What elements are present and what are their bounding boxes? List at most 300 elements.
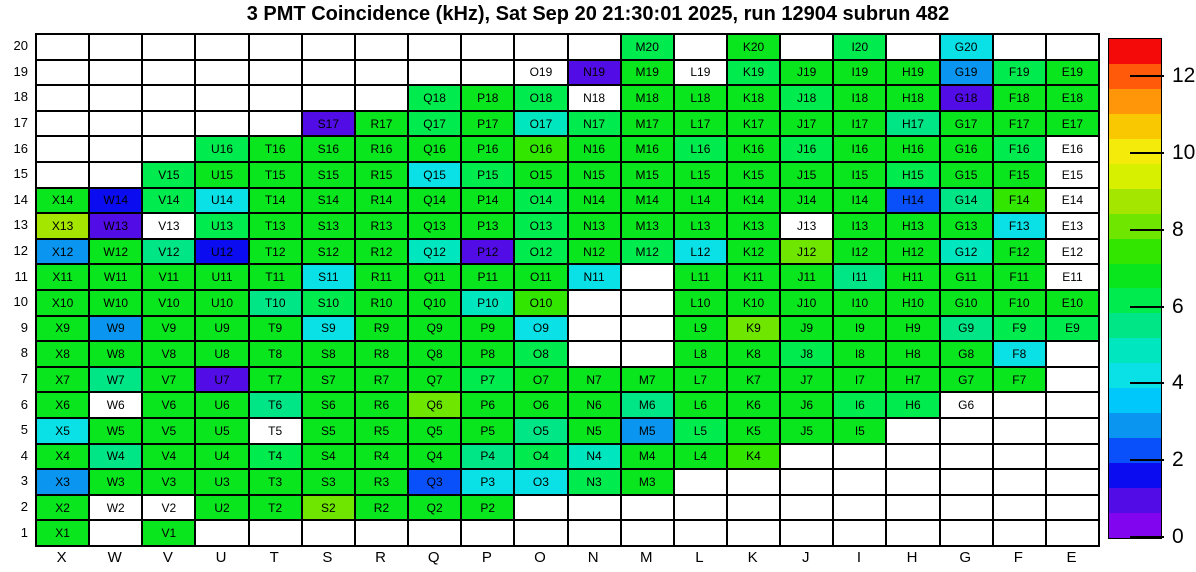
cell-N10 — [568, 290, 621, 316]
cell-G10 — [940, 290, 993, 316]
cell-label: M4 — [638, 449, 656, 464]
cell-M11 — [621, 264, 674, 290]
cell-U14 — [195, 188, 248, 214]
cell-U8 — [195, 341, 248, 367]
cell-label: I12 — [851, 244, 869, 259]
cell-label: L5 — [693, 423, 708, 438]
cell-F16 — [993, 136, 1046, 162]
cell-label: N6 — [586, 398, 602, 413]
colorbar-segment-4 — [1109, 413, 1161, 438]
cell-label: K5 — [746, 423, 761, 438]
cell-I16 — [833, 136, 886, 162]
x-axis-label-R: R — [375, 549, 386, 566]
cell-label: R13 — [370, 218, 393, 233]
cell-P4 — [461, 444, 514, 470]
cell-K6 — [727, 392, 780, 418]
cell-label: S13 — [317, 218, 339, 233]
cell-R4 — [355, 444, 408, 470]
cell-Q16 — [408, 136, 461, 162]
cell-label: W10 — [103, 295, 129, 310]
colorbar-segment-17 — [1109, 89, 1161, 114]
cell-label: S9 — [320, 321, 336, 336]
cell-label: K18 — [742, 90, 765, 105]
cell-E3 — [1046, 469, 1099, 495]
cell-L13 — [674, 213, 727, 239]
cell-S2 — [302, 495, 355, 521]
cell-label: T2 — [268, 500, 283, 515]
colorbar-tick-label-0: 0 — [1172, 525, 1184, 548]
colorbar-segment-18 — [1109, 64, 1161, 89]
cell-N6 — [568, 392, 621, 418]
cell-U1 — [195, 520, 248, 546]
cell-label: P6 — [480, 398, 496, 413]
cell-I19 — [833, 60, 886, 86]
cell-label: J13 — [796, 218, 817, 233]
cell-H5 — [886, 418, 939, 444]
cell-label: F12 — [1008, 244, 1030, 259]
cell-U3 — [195, 469, 248, 495]
cell-I13 — [833, 213, 886, 239]
cell-label: G11 — [955, 270, 978, 285]
cell-label: G9 — [958, 321, 975, 336]
cell-G9 — [940, 316, 993, 342]
cell-label: R12 — [370, 244, 393, 259]
cell-label: X10 — [51, 295, 74, 310]
cell-label: O17 — [529, 116, 553, 131]
cell-U11 — [195, 264, 248, 290]
cell-label: Q5 — [426, 423, 443, 438]
cell-E16 — [1046, 136, 1099, 162]
cell-S17 — [302, 111, 355, 137]
cell-L11 — [674, 264, 727, 290]
colorbar-segment-6 — [1109, 363, 1161, 388]
x-axis-label-T: T — [269, 549, 279, 566]
x-axis-label-F: F — [1013, 549, 1023, 566]
colorbar-segment-1 — [1109, 488, 1161, 513]
cell-W10 — [89, 290, 142, 316]
cell-Q14 — [408, 188, 461, 214]
colorbar-segment-14 — [1109, 164, 1161, 189]
cell-I12 — [833, 239, 886, 265]
cell-label: V2 — [161, 500, 177, 515]
cell-K10 — [727, 290, 780, 316]
cell-label: W2 — [106, 500, 125, 515]
cell-O11 — [514, 264, 567, 290]
cell-label: O15 — [529, 167, 553, 182]
cell-label: R10 — [370, 295, 393, 310]
cell-label: Q6 — [426, 398, 443, 413]
cell-label: O9 — [532, 321, 549, 336]
cell-R2 — [355, 495, 408, 521]
cell-label: M15 — [635, 167, 659, 182]
cell-Q2 — [408, 495, 461, 521]
cell-H16 — [886, 136, 939, 162]
colorbar-segment-2 — [1109, 463, 1161, 488]
cell-E11 — [1046, 264, 1099, 290]
cell-label: U6 — [214, 398, 230, 413]
cell-E20 — [1046, 34, 1099, 60]
cell-V17 — [142, 111, 195, 137]
cell-U10 — [195, 290, 248, 316]
cell-E10 — [1046, 290, 1099, 316]
cell-K3 — [727, 469, 780, 495]
cell-F8 — [993, 341, 1046, 367]
y-axis-label-18: 18 — [13, 89, 28, 105]
cell-W19 — [89, 60, 142, 86]
cell-V11 — [142, 264, 195, 290]
colorbar-tick-label-10: 10 — [1172, 141, 1196, 165]
y-axis-label-4: 4 — [20, 447, 28, 463]
cell-M2 — [621, 495, 674, 521]
cell-P15 — [461, 162, 514, 188]
cell-T13 — [249, 213, 302, 239]
x-axis-label-I: I — [856, 549, 861, 566]
cell-label: H15 — [901, 167, 924, 182]
cell-label: N3 — [586, 474, 602, 489]
cell-K9 — [727, 316, 780, 342]
cell-E1 — [1046, 520, 1099, 546]
cell-label: U2 — [214, 500, 230, 515]
cell-G16 — [940, 136, 993, 162]
cell-label: E9 — [1065, 321, 1080, 336]
cell-label: J8 — [800, 346, 814, 361]
cell-label: S11 — [318, 270, 339, 285]
x-axis-labels — [35, 546, 1098, 570]
cell-T4 — [249, 444, 302, 470]
cell-label: F8 — [1012, 346, 1027, 361]
cell-label: L12 — [690, 244, 711, 259]
cell-G13 — [940, 213, 993, 239]
cell-N18 — [568, 85, 621, 111]
cell-label: K17 — [742, 116, 765, 131]
cell-label: M17 — [635, 116, 659, 131]
cell-L14 — [674, 188, 727, 214]
cell-label: V12 — [158, 244, 180, 259]
cell-label: V14 — [158, 193, 180, 208]
x-axis-label-N: N — [587, 549, 599, 566]
cell-label: K12 — [742, 244, 765, 259]
cell-label: L19 — [690, 65, 711, 80]
cell-T11 — [249, 264, 302, 290]
cell-label: X6 — [55, 398, 70, 413]
cell-T1 — [249, 520, 302, 546]
cell-label: X8 — [55, 346, 70, 361]
cell-label: Q2 — [426, 500, 443, 515]
cell-L7 — [674, 367, 727, 393]
cell-H8 — [886, 341, 939, 367]
cell-label: E16 — [1061, 142, 1084, 157]
cell-I17 — [833, 111, 886, 137]
cell-label: S15 — [317, 167, 339, 182]
cell-F9 — [993, 316, 1046, 342]
cell-L6 — [674, 392, 727, 418]
cell-P1 — [461, 520, 514, 546]
cell-label: W9 — [106, 321, 125, 336]
cell-E12 — [1046, 239, 1099, 265]
cell-label: L16 — [690, 142, 711, 157]
cell-label: H6 — [905, 398, 921, 413]
cell-S16 — [302, 136, 355, 162]
cell-M6 — [621, 392, 674, 418]
cell-label: L7 — [693, 372, 708, 387]
cell-label: Q17 — [423, 116, 446, 131]
cell-label: N13 — [583, 218, 606, 233]
cell-label: E10 — [1061, 295, 1084, 310]
cell-label: P16 — [477, 142, 499, 157]
cell-label: J14 — [796, 193, 817, 208]
cell-label: U15 — [211, 167, 234, 182]
cell-T7 — [249, 367, 302, 393]
cell-G3 — [940, 469, 993, 495]
cell-J20 — [780, 34, 833, 60]
cell-label: N18 — [583, 90, 606, 105]
y-axis-label-6: 6 — [20, 396, 28, 412]
cell-label: F9 — [1012, 321, 1027, 336]
cell-J10 — [780, 290, 833, 316]
cell-E7 — [1046, 367, 1099, 393]
cell-V8 — [142, 341, 195, 367]
cell-Q9 — [408, 316, 461, 342]
cell-H10 — [886, 290, 939, 316]
cell-label: K20 — [742, 39, 765, 54]
cell-R19 — [355, 60, 408, 86]
cell-Q6 — [408, 392, 461, 418]
y-axis-label-12: 12 — [13, 243, 28, 259]
cell-S8 — [302, 341, 355, 367]
cell-label: K8 — [746, 346, 761, 361]
cell-label: W12 — [103, 244, 129, 259]
cell-V16 — [142, 136, 195, 162]
cell-label: Q3 — [426, 474, 443, 489]
cell-Q15 — [408, 162, 461, 188]
cell-N3 — [568, 469, 621, 495]
cell-X14 — [36, 188, 89, 214]
y-axis-label-3: 3 — [20, 473, 28, 489]
cell-O5 — [514, 418, 567, 444]
cell-label: M13 — [635, 218, 659, 233]
cell-N15 — [568, 162, 621, 188]
cell-P11 — [461, 264, 514, 290]
cell-U17 — [195, 111, 248, 137]
cell-J4 — [780, 444, 833, 470]
cell-label: M16 — [635, 142, 659, 157]
cell-W1 — [89, 520, 142, 546]
y-axis-labels — [0, 33, 31, 545]
cell-K13 — [727, 213, 780, 239]
cell-label: I5 — [854, 423, 865, 438]
cell-J16 — [780, 136, 833, 162]
y-axis-label-20: 20 — [13, 38, 28, 54]
cell-F10 — [993, 290, 1046, 316]
cell-I10 — [833, 290, 886, 316]
cell-G8 — [940, 341, 993, 367]
cell-label: V9 — [161, 321, 177, 336]
cell-K5 — [727, 418, 780, 444]
cell-label: E14 — [1061, 193, 1084, 208]
cell-O10 — [514, 290, 567, 316]
cell-label: V8 — [161, 346, 177, 361]
cell-label: P2 — [480, 500, 496, 515]
cell-label: M3 — [638, 474, 656, 489]
cell-Q10 — [408, 290, 461, 316]
cell-X17 — [36, 111, 89, 137]
cell-G1 — [940, 520, 993, 546]
cell-X20 — [36, 34, 89, 60]
cell-Q18 — [408, 85, 461, 111]
cell-O18 — [514, 85, 567, 111]
cell-V20 — [142, 34, 195, 60]
cell-label: F16 — [1008, 142, 1030, 157]
cell-N7 — [568, 367, 621, 393]
cell-K18 — [727, 85, 780, 111]
cell-G14 — [940, 188, 993, 214]
cell-label: J12 — [796, 244, 817, 259]
cell-label: O13 — [529, 218, 553, 233]
cell-V14 — [142, 188, 195, 214]
cell-W16 — [89, 136, 142, 162]
cell-label: O18 — [529, 90, 553, 105]
cell-J17 — [780, 111, 833, 137]
cell-label: P18 — [477, 90, 499, 105]
cell-J6 — [780, 392, 833, 418]
cell-R3 — [355, 469, 408, 495]
cell-G20 — [940, 34, 993, 60]
y-axis-label-2: 2 — [20, 498, 28, 514]
cell-label: S12 — [317, 244, 339, 259]
cell-H4 — [886, 444, 939, 470]
cell-H7 — [886, 367, 939, 393]
cell-P6 — [461, 392, 514, 418]
cell-label: I16 — [851, 142, 869, 157]
cell-label: R5 — [373, 423, 390, 438]
cell-S5 — [302, 418, 355, 444]
cell-I7 — [833, 367, 886, 393]
cell-Q20 — [408, 34, 461, 60]
cell-label: O14 — [529, 193, 553, 208]
cell-label: E15 — [1061, 167, 1084, 182]
cell-E6 — [1046, 392, 1099, 418]
cell-I15 — [833, 162, 886, 188]
cell-label: L14 — [690, 193, 711, 208]
cell-W4 — [89, 444, 142, 470]
cell-X16 — [36, 136, 89, 162]
cell-label: N14 — [583, 193, 606, 208]
cell-H18 — [886, 85, 939, 111]
cell-label: S6 — [320, 398, 336, 413]
cell-U6 — [195, 392, 248, 418]
cell-P9 — [461, 316, 514, 342]
cell-label: P8 — [480, 346, 496, 361]
cell-S13 — [302, 213, 355, 239]
cell-W18 — [89, 85, 142, 111]
cell-label: Q14 — [423, 193, 446, 208]
cell-label: Q10 — [423, 295, 446, 310]
cell-label: T4 — [268, 449, 283, 464]
cell-label: K16 — [742, 142, 765, 157]
cell-M7 — [621, 367, 674, 393]
cell-label: I9 — [854, 321, 865, 336]
cell-I9 — [833, 316, 886, 342]
cell-label: V5 — [161, 423, 177, 438]
cell-label: P17 — [477, 116, 499, 131]
cell-M10 — [621, 290, 674, 316]
cell-N1 — [568, 520, 621, 546]
cell-label: U10 — [211, 295, 234, 310]
cell-label: F14 — [1008, 193, 1030, 208]
cell-label: M7 — [638, 372, 656, 387]
colorbar-tick-label-12: 12 — [1172, 64, 1196, 88]
cell-label: I10 — [851, 295, 869, 310]
cell-label: L4 — [693, 449, 708, 464]
cell-L16 — [674, 136, 727, 162]
x-axis-label-S: S — [322, 549, 333, 566]
cell-label: N19 — [583, 65, 606, 80]
cell-M1 — [621, 520, 674, 546]
cell-F11 — [993, 264, 1046, 290]
cell-label: V13 — [158, 218, 180, 233]
cell-label: N17 — [583, 116, 606, 131]
cell-L8 — [674, 341, 727, 367]
cell-W13 — [89, 213, 142, 239]
cell-label: H11 — [902, 270, 924, 285]
cell-F20 — [993, 34, 1046, 60]
cell-F14 — [993, 188, 1046, 214]
cell-E8 — [1046, 341, 1099, 367]
cell-label: J10 — [796, 295, 817, 310]
cell-label: P5 — [480, 423, 496, 438]
cell-E13 — [1046, 213, 1099, 239]
cell-P14 — [461, 188, 514, 214]
cell-label: Q8 — [426, 346, 443, 361]
cell-label: U14 — [211, 193, 234, 208]
cell-label: H12 — [901, 244, 924, 259]
colorbar-tick-label-4: 4 — [1172, 371, 1184, 395]
cell-K7 — [727, 367, 780, 393]
cell-S10 — [302, 290, 355, 316]
cell-L5 — [674, 418, 727, 444]
cell-F12 — [993, 239, 1046, 265]
cell-label: E17 — [1061, 116, 1084, 131]
cell-E19 — [1046, 60, 1099, 86]
cell-label: N7 — [586, 372, 602, 387]
cell-label: J11 — [797, 270, 816, 285]
cell-label: H14 — [901, 193, 924, 208]
cell-label: P9 — [480, 321, 496, 336]
cell-label: W11 — [103, 270, 128, 285]
cell-J11 — [780, 264, 833, 290]
cell-P5 — [461, 418, 514, 444]
cell-O13 — [514, 213, 567, 239]
cell-R10 — [355, 290, 408, 316]
cell-R5 — [355, 418, 408, 444]
cell-S20 — [302, 34, 355, 60]
cell-V9 — [142, 316, 195, 342]
y-axis-label-19: 19 — [13, 63, 28, 79]
cell-K2 — [727, 495, 780, 521]
cell-Q4 — [408, 444, 461, 470]
cell-label: K7 — [746, 372, 761, 387]
cell-H15 — [886, 162, 939, 188]
cell-X4 — [36, 444, 89, 470]
cell-label: E11 — [1062, 270, 1083, 285]
cell-label: V15 — [158, 167, 180, 182]
cell-label: N15 — [583, 167, 606, 182]
cell-M8 — [621, 341, 674, 367]
cell-I20 — [833, 34, 886, 60]
cell-label: P13 — [477, 218, 499, 233]
cell-S12 — [302, 239, 355, 265]
y-axis-label-8: 8 — [20, 345, 28, 361]
